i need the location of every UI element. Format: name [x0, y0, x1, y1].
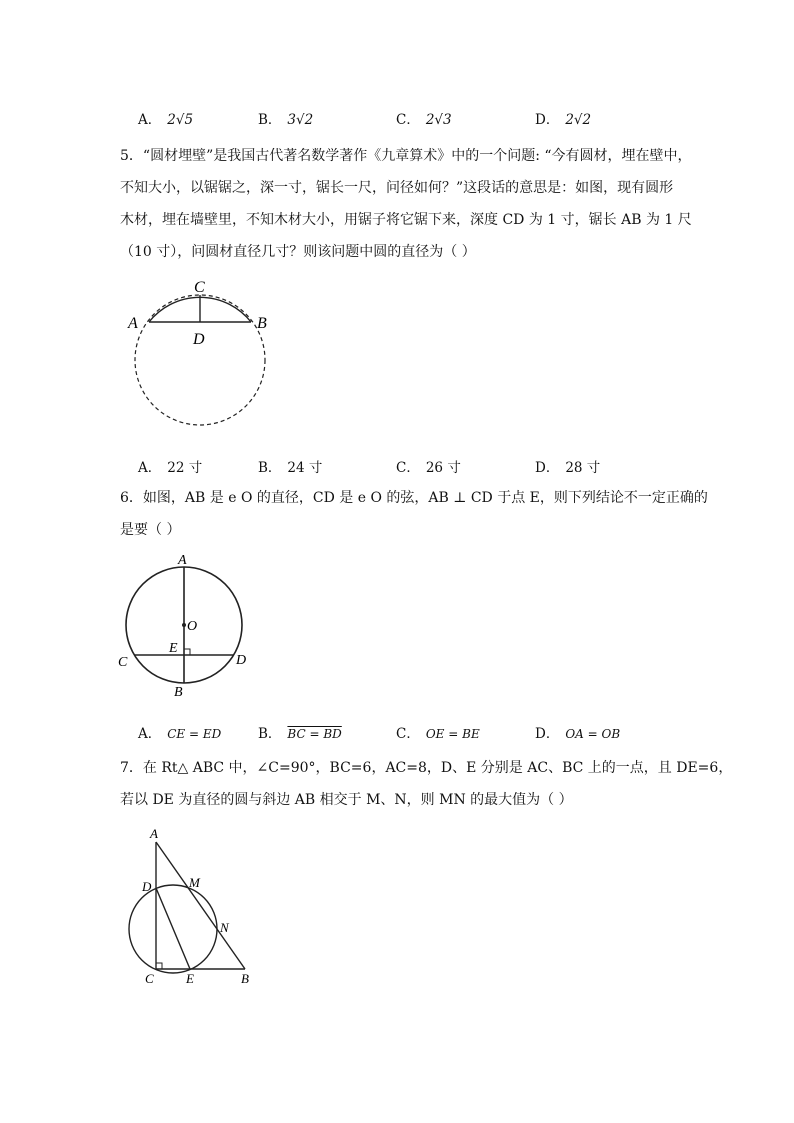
q5-line: 不知大小，以锯锯之，深一寸，锯长一尺，问径如何？”这段话的意思是：如图，现有圆形	[120, 180, 674, 196]
center-point	[182, 623, 186, 627]
q4-option-c[interactable]: C． 2√3	[396, 112, 452, 128]
label-e: E	[186, 971, 194, 986]
label-a: A	[150, 826, 158, 841]
q6-option-a[interactable]: A． CE = ED	[138, 726, 222, 742]
q5-line: 木材，埋在墙壁里，不知木材大小，用锯子将它锯下来，深度 CD 为 1 寸，锯长 AB 为 1 尺	[120, 212, 692, 228]
label-b: B	[257, 315, 267, 332]
q4-option-b[interactable]: B． 3√2	[258, 112, 314, 128]
q5-options	[138, 456, 738, 478]
q6-figure	[114, 548, 264, 700]
label-c: C	[118, 655, 128, 670]
q4-option-d[interactable]: D． 2√2	[535, 112, 592, 128]
hypotenuse-ab	[156, 842, 245, 969]
label-n: N	[220, 920, 229, 935]
segment-de	[156, 888, 190, 969]
q7-line: 7．在 Rt△ ABC 中，∠C=90°，BC=6，AC=8，D、E 分别是 AC、BC 上的一点，且 DE=6，	[120, 760, 733, 776]
q5-line: 5．“圆材埋壁”是我国古代著名数学著作《九章算术》中的一个问题: “今有圆材，埋在壁中，	[120, 148, 692, 164]
label-m: M	[189, 875, 200, 890]
q6-line: 是要（ ）	[120, 522, 181, 538]
q7-line: 若以 DE 为直径的圆与斜边 AB 相交于 M、N，则 MN 的最大值为（ ）	[120, 792, 573, 808]
q5-option-b[interactable]: B． 24 寸	[258, 460, 323, 476]
q6-question-text	[120, 482, 708, 546]
q6-option-c[interactable]: C． OE = BE	[396, 726, 480, 742]
q7-question-text	[120, 752, 733, 816]
q5-question-text	[120, 140, 692, 268]
label-e: E	[169, 641, 178, 656]
q5-option-c[interactable]: C． 26 寸	[396, 460, 461, 476]
label-c: C	[145, 971, 154, 986]
label-d: D	[236, 653, 247, 668]
q5-option-a[interactable]: A． 22 寸	[138, 460, 203, 476]
q6-option-d[interactable]: D． OA = OB	[535, 726, 621, 742]
label-c: C	[194, 279, 205, 296]
q6-line: 6．如图，AB 是 e O 的直径，CD 是 e O 的弦，AB ⊥ CD 于点 E，则下列结论不一定正确的	[120, 490, 708, 506]
q6-options	[138, 722, 738, 744]
label-o: O	[187, 619, 198, 634]
right-angle-mark	[184, 649, 190, 655]
label-d: D	[193, 331, 205, 348]
q5-line: （10 寸），问圆材直径几寸？则该问题中圆的直径为（ ）	[120, 244, 476, 260]
label-a: A	[178, 553, 187, 568]
q4-option-a[interactable]: A． 2√5	[138, 112, 194, 128]
q4-options	[138, 108, 738, 130]
label-d: D	[142, 879, 152, 894]
right-angle-mark	[156, 963, 162, 969]
q6-option-b[interactable]: B． BC = BD	[258, 726, 342, 742]
q5-option-d[interactable]: D． 28 寸	[535, 460, 601, 476]
label-b: B	[174, 685, 183, 700]
label-b: B	[241, 971, 249, 986]
q7-figure	[124, 822, 274, 992]
q5-figure	[120, 272, 290, 437]
label-a: A	[128, 315, 138, 332]
